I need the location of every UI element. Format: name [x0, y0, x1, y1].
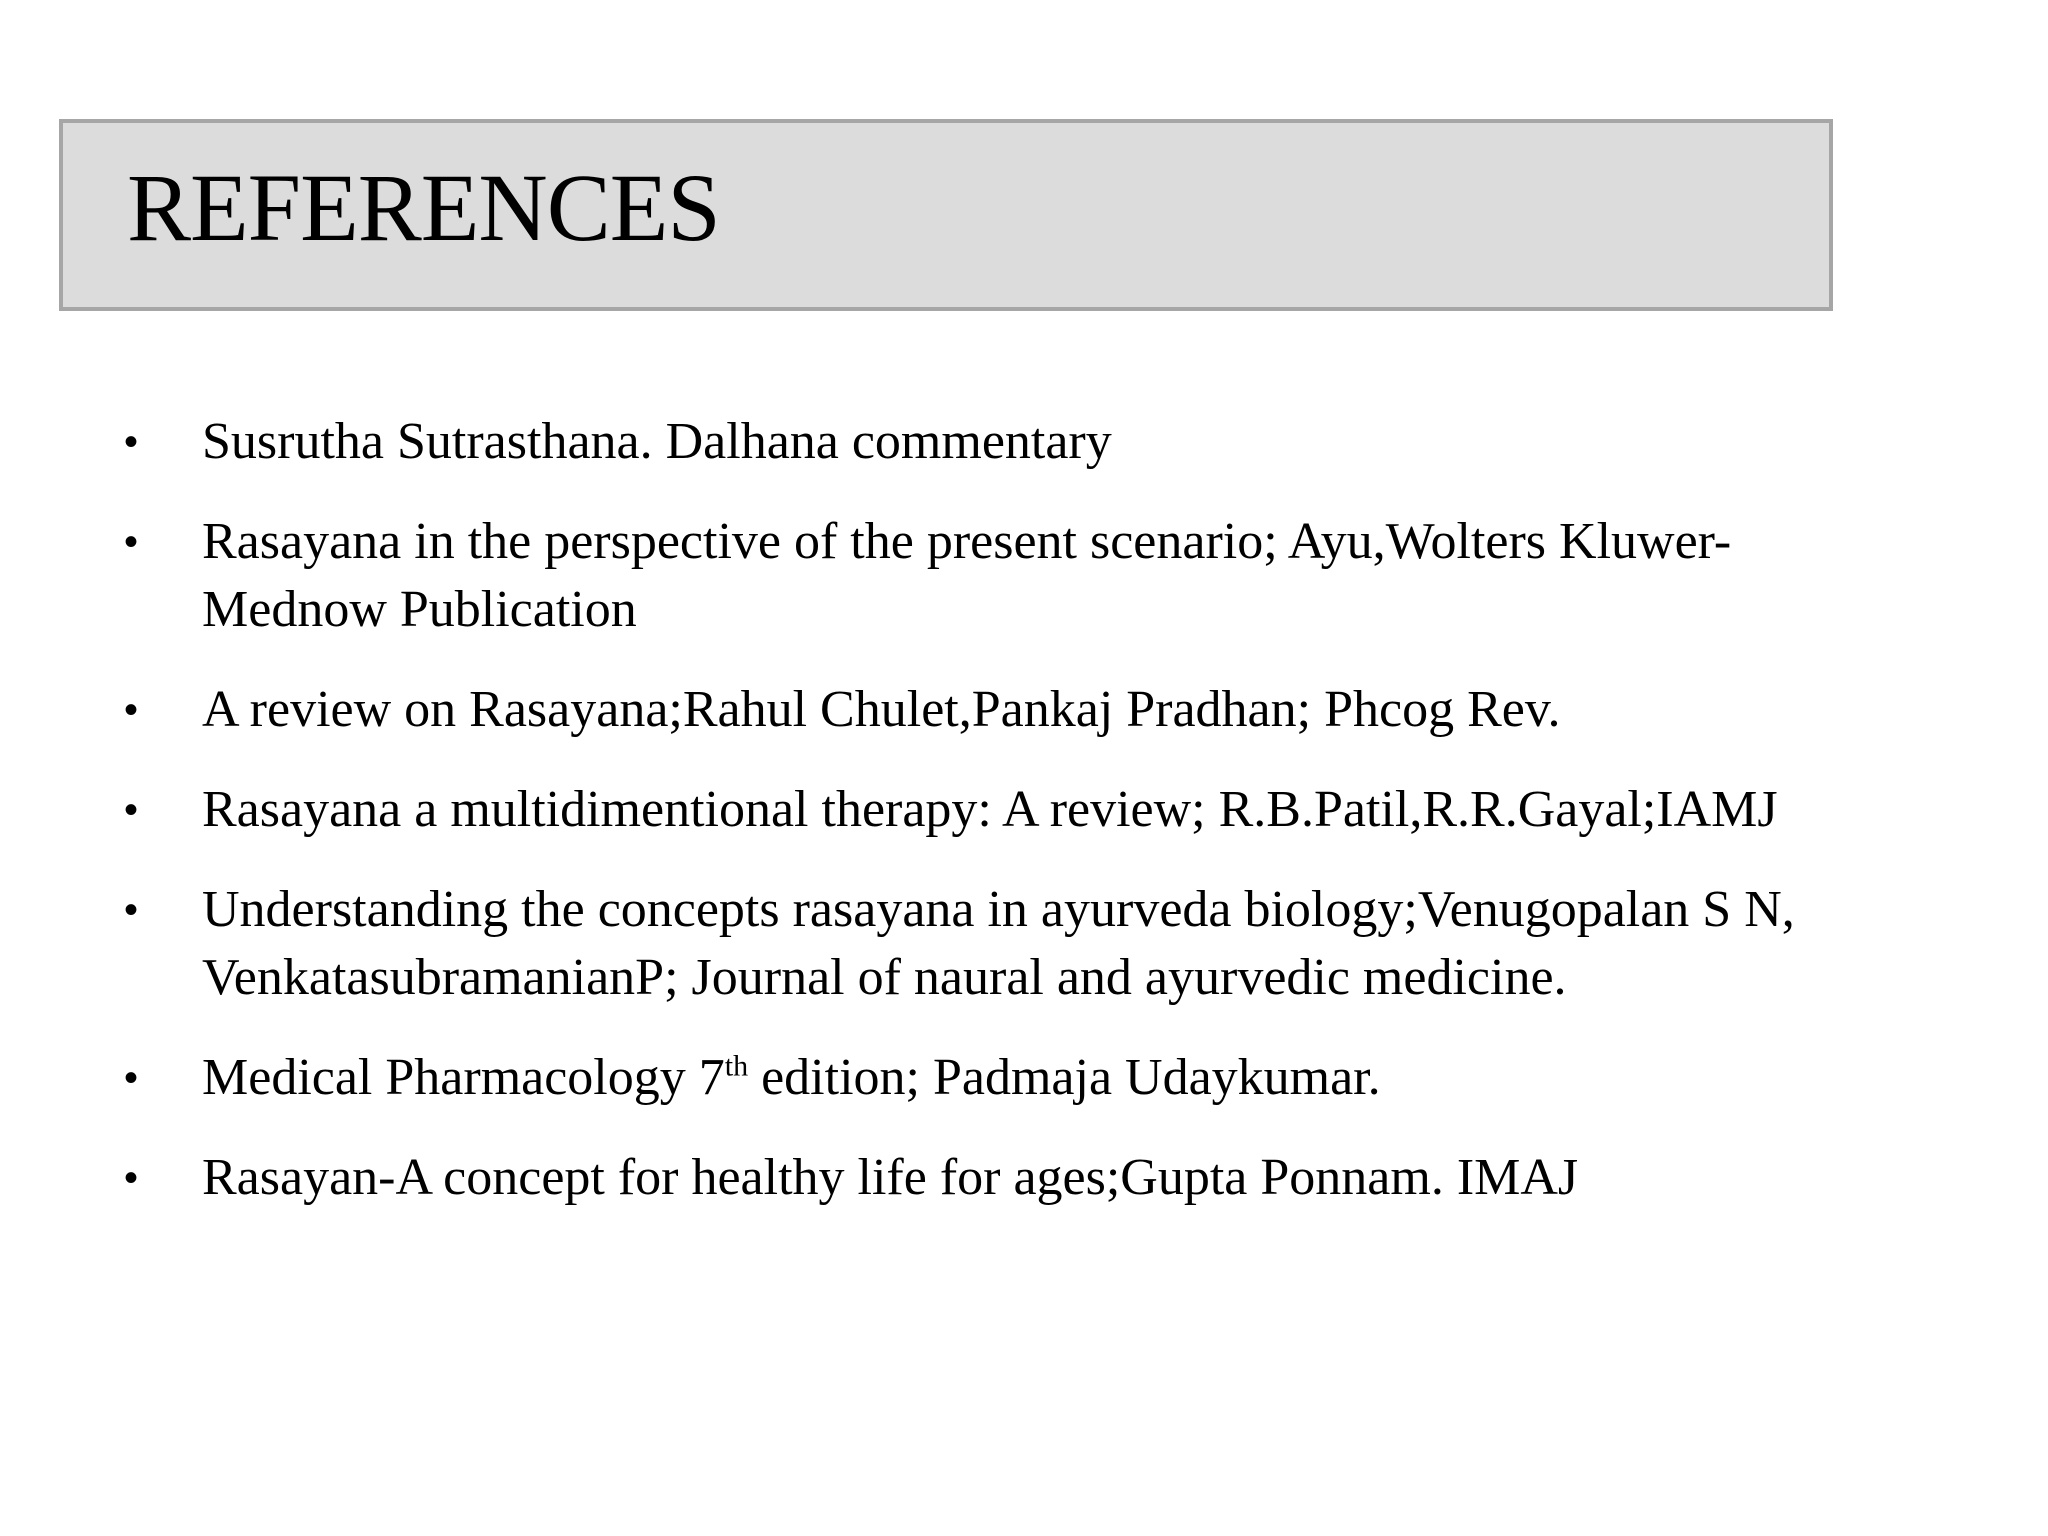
reference-text-after: edition; Padmaja Udaykumar. [748, 1049, 1381, 1106]
superscript-ordinal: th [724, 1049, 749, 1083]
reference-text: Understanding the concepts rasayana in ayurveda biology;Venugopalan S N, VenkatasubramanianP; Journal of naural and ayurvedic medicine. [202, 881, 1795, 1006]
reference-item [124, 508, 1804, 644]
reference-text-before: Medical Pharmacology 7 [202, 1049, 725, 1106]
reference-text: Rasayana a multidimentional therapy: A review; R.B.Patil,R.R.Gayal;IAMJ [202, 781, 1778, 838]
reference-item [124, 408, 1804, 476]
reference-text [202, 1049, 1381, 1106]
reference-text: Susrutha Sutrasthana. Dalhana commentary [202, 413, 1112, 470]
bullet-icon: • [124, 520, 139, 564]
reference-item [124, 876, 1804, 1012]
reference-item [124, 676, 1804, 744]
bullet-icon: • [124, 420, 139, 464]
reference-item [124, 1044, 1804, 1112]
bullet-icon: • [124, 688, 139, 732]
title-banner [59, 119, 1833, 311]
reference-item [124, 776, 1804, 844]
reference-item [124, 1144, 1804, 1212]
bullet-icon: • [124, 1156, 139, 1200]
bullet-icon: • [124, 788, 139, 832]
slide-title: REFERENCES [127, 154, 720, 261]
bullet-icon: • [124, 1056, 139, 1100]
reference-text: Rasayan-A concept for healthy life for ages;Gupta Ponnam. IMAJ [202, 1149, 1579, 1206]
reference-text: Rasayana in the perspective of the present scenario; Ayu,Wolters Kluwer-Mednow Publication [202, 513, 1732, 638]
bullet-icon: • [124, 888, 139, 932]
reference-text: A review on Rasayana;Rahul Chulet,Pankaj Pradhan; Phcog Rev. [202, 681, 1561, 738]
reference-list [124, 408, 1804, 1244]
